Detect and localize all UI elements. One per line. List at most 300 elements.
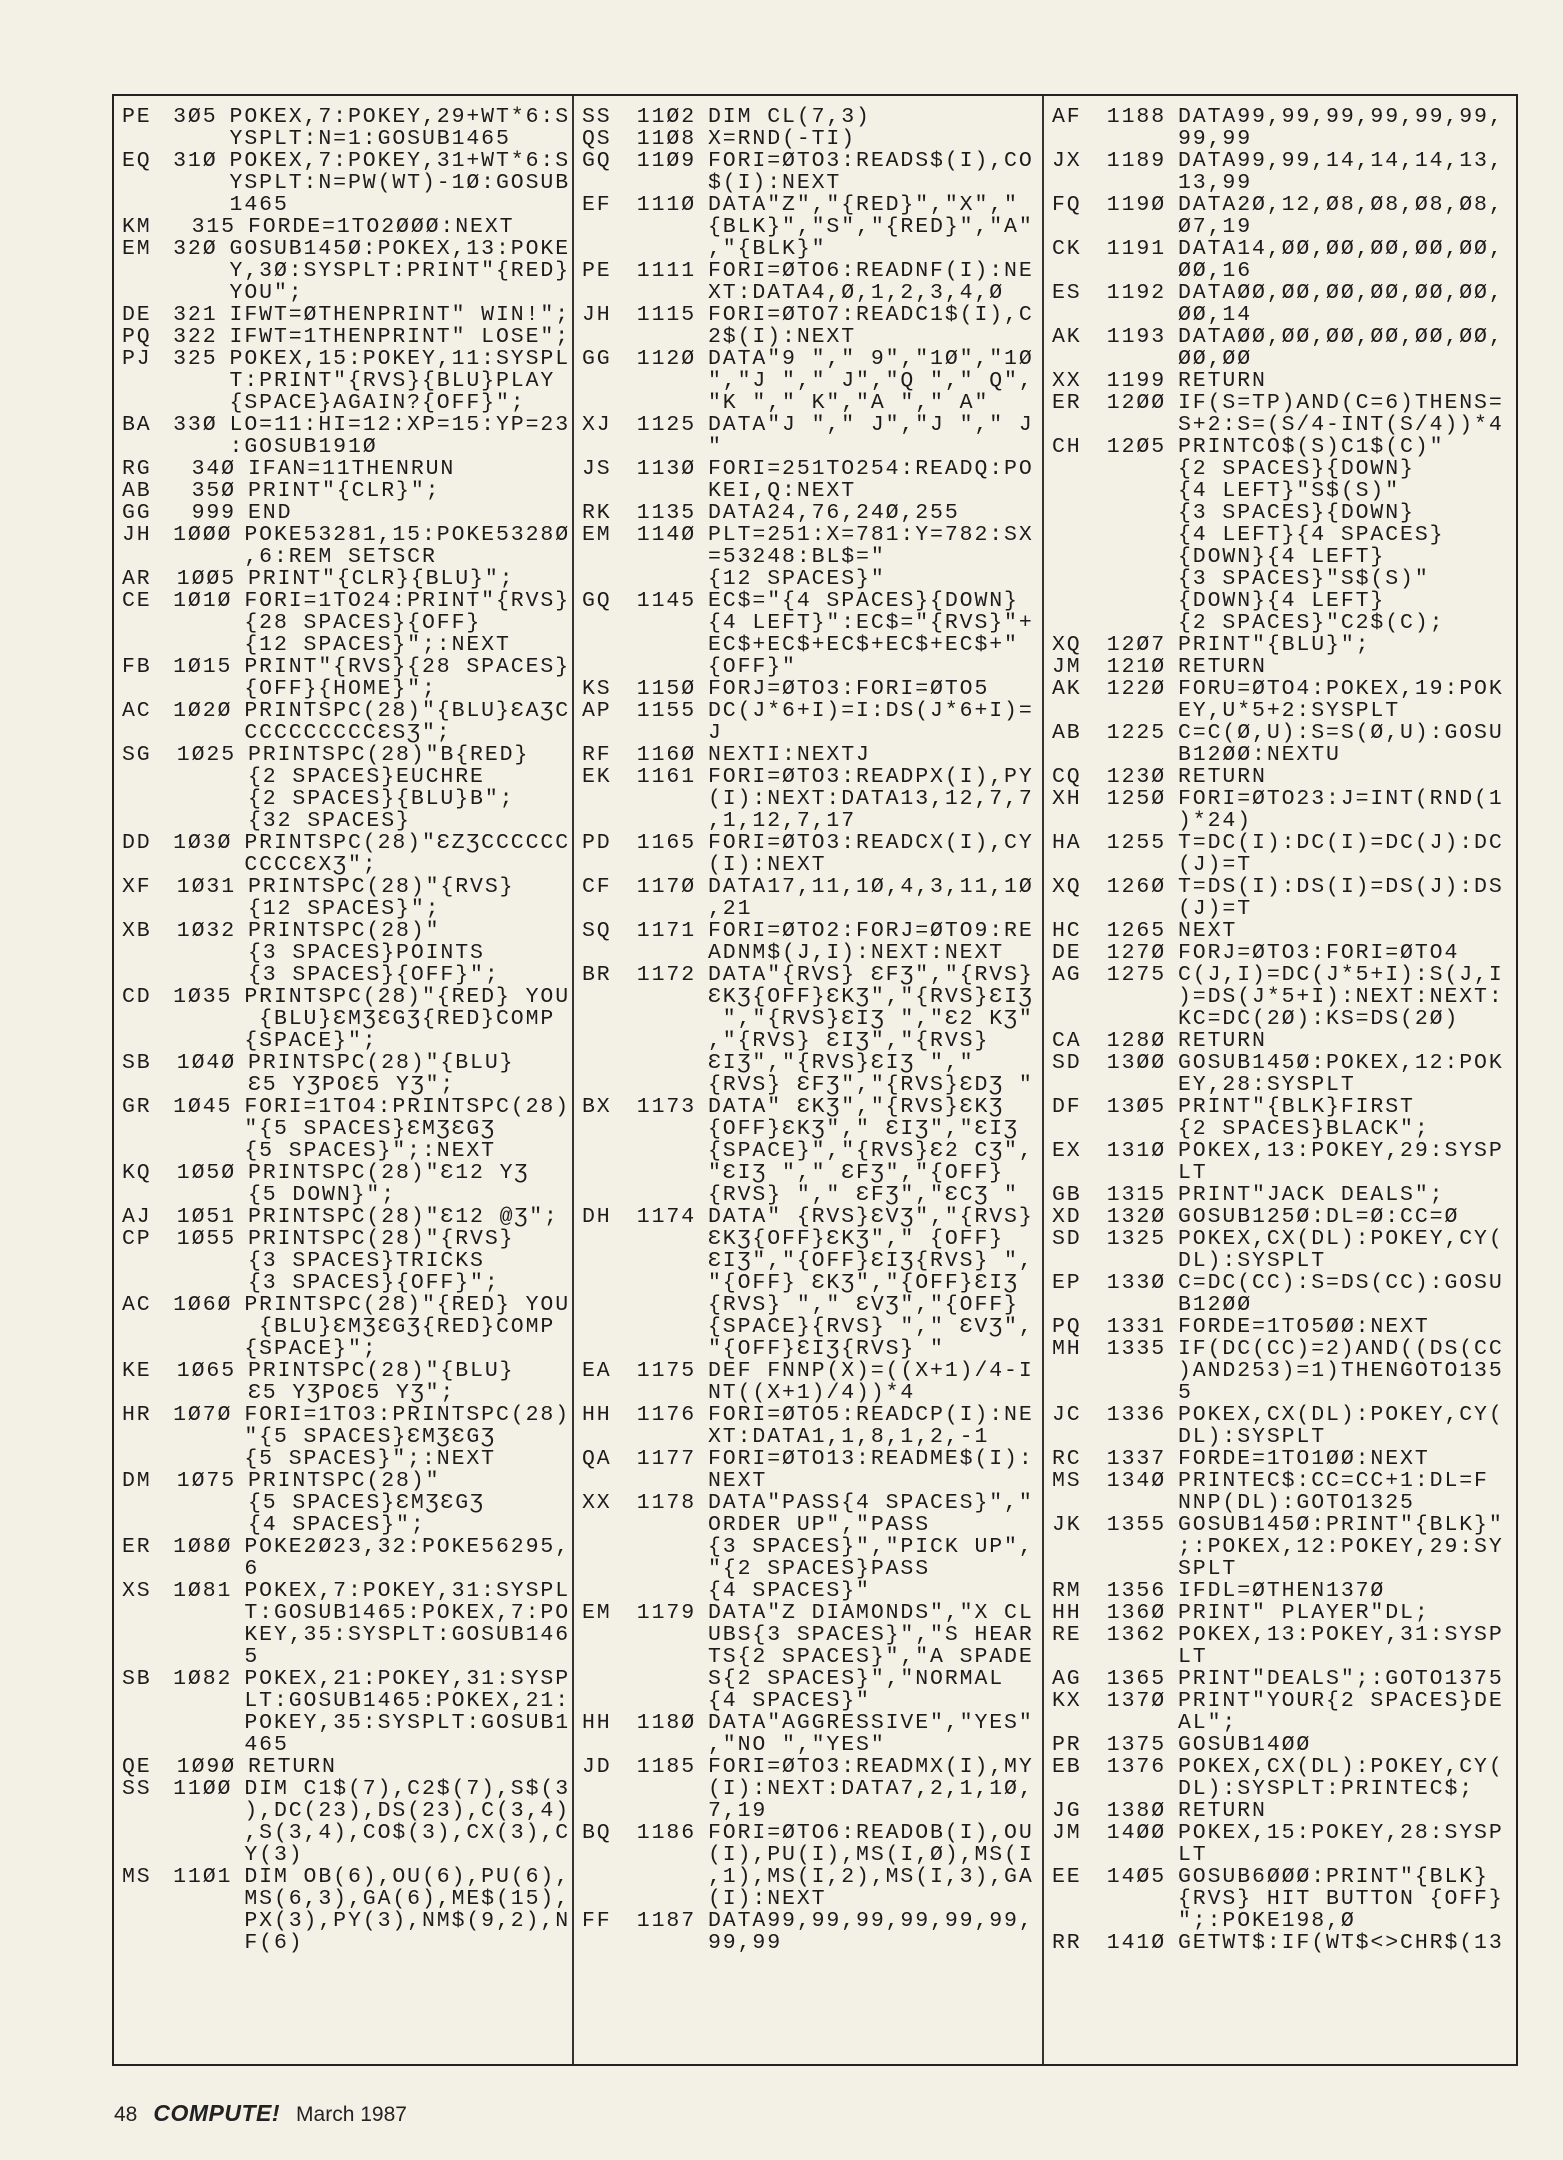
code-line: PRINTSPC(28)"{RVS} xyxy=(248,875,515,899)
code-line: PRINTSPC(28)"{RED} YOU xyxy=(244,1293,570,1317)
checksum: ER xyxy=(1052,391,1082,415)
code-line: (I):NEXT xyxy=(708,853,827,877)
line-number: 1375 xyxy=(1106,1733,1166,1757)
code-line: FORI=1TO4:PRINTSPC(28) xyxy=(244,1095,570,1119)
line-number: 11Ø1 xyxy=(173,1865,233,1889)
line-number: 13Ø5 xyxy=(1106,1095,1166,1119)
code-line: PRINTSPC(28)"{BLU} xyxy=(248,1051,515,1075)
code-line: 7,19 xyxy=(708,1799,768,1823)
code-text xyxy=(1178,392,1504,436)
code-text xyxy=(244,1294,570,1360)
code-line: POKEX,15:POKEY,11:SYSPL xyxy=(229,347,570,371)
code-text xyxy=(708,1822,1034,1910)
code-line: {3 SPACES}","PICK UP", xyxy=(708,1535,1034,1559)
code-line: PRINT"JACK DEALS"; xyxy=(1178,1183,1445,1207)
code-text xyxy=(1178,436,1444,634)
line-number: 1Ø75 xyxy=(176,1469,236,1493)
line-number: 1173 xyxy=(636,1095,696,1119)
listing-line xyxy=(114,590,570,656)
listing-line xyxy=(1044,832,1518,876)
code-line: FORI=1TO24:PRINT"{RVS} xyxy=(244,589,570,613)
code-line: POKEX,CX(DL):POKEY,CY( xyxy=(1178,1755,1504,1779)
code-line: (J)=T xyxy=(1178,853,1253,877)
code-line: S+2:S=(S/4-INT(S/4))*4 xyxy=(1178,413,1504,437)
listing-line xyxy=(114,1294,570,1360)
listing-line xyxy=(1044,876,1518,920)
line-number: 1355 xyxy=(1106,1513,1166,1537)
checksum: PQ xyxy=(1052,1315,1082,1339)
code-line: GETWT$:IF(WT$<>CHR$(13 xyxy=(1178,1931,1504,1955)
code-line: PRINT"{BLK}FIRST xyxy=(1178,1095,1415,1119)
line-number: 141Ø xyxy=(1106,1931,1166,1955)
checksum: HC xyxy=(1052,919,1082,943)
code-line: DL):SYSPLT:PRINTEC$; xyxy=(1178,1777,1475,1801)
line-number: 1176 xyxy=(636,1403,696,1427)
checksum: MH xyxy=(1052,1337,1082,1361)
listing-line xyxy=(1044,1228,1518,1272)
code-text xyxy=(1178,1602,1430,1624)
code-line: {SPACE}"; xyxy=(244,1029,378,1053)
code-text xyxy=(248,458,455,480)
code-line: DATA99,99,99,99,99,99, xyxy=(1178,105,1504,129)
code-line: EY,U*5+2:SYSPLT xyxy=(1178,699,1401,723)
code-text xyxy=(244,1096,570,1162)
listing-line xyxy=(574,964,1040,1096)
checksum: GR xyxy=(122,1095,152,1119)
code-line: ØØ,16 xyxy=(1178,259,1253,283)
listing-line xyxy=(1044,1690,1518,1734)
checksum: RR xyxy=(1052,1931,1082,1955)
code-line: {OFF}ƐKƷ"," ƐIƷ","ƐIƷ xyxy=(708,1117,1019,1141)
line-number: 1188 xyxy=(1106,105,1166,129)
line-number: 1337 xyxy=(1106,1447,1166,1471)
checksum: DF xyxy=(1052,1095,1082,1119)
checksum: XB xyxy=(122,919,152,943)
line-number: 12Ø5 xyxy=(1106,435,1166,459)
code-line: DIM C1$(7),C2$(7),S$(3 xyxy=(244,1777,570,1801)
checksum: BA xyxy=(122,413,152,437)
code-text xyxy=(244,1668,570,1756)
checksum: CK xyxy=(1052,237,1082,261)
line-number: 14Ø5 xyxy=(1106,1865,1166,1889)
line-number: 999 xyxy=(191,501,236,525)
code-line: DATA99,99,99,99,99,99, xyxy=(708,1909,1034,1933)
code-text xyxy=(1178,1756,1504,1800)
checksum: DD xyxy=(122,831,152,855)
code-line: IFDL=ØTHEN137Ø xyxy=(1178,1579,1386,1603)
listing-line xyxy=(1044,1580,1518,1602)
code-text xyxy=(1178,1734,1311,1756)
checksum: XX xyxy=(1052,369,1082,393)
code-line: UBS{3 SPACES}","S HEAR xyxy=(708,1623,1034,1647)
code-text xyxy=(708,260,1034,304)
checksum: JD xyxy=(582,1755,612,1779)
code-line: PRINTSPC(28)" xyxy=(248,919,441,943)
code-line: FORI=ØTO6:READOB(I),OU xyxy=(708,1821,1034,1845)
listing-line xyxy=(574,1206,1040,1360)
code-line: :GOSUB191Ø xyxy=(229,435,378,459)
line-number: 1161 xyxy=(636,765,696,789)
checksum: RM xyxy=(1052,1579,1082,1603)
line-number: 1336 xyxy=(1106,1403,1166,1427)
checksum: HR xyxy=(122,1403,152,1427)
code-line: PRINTSPC(28)"ƐZƷCCCCCC xyxy=(244,831,570,855)
code-line: DATA"AGGRESSIVE","YES" xyxy=(708,1711,1034,1735)
line-number: 1Ø2Ø xyxy=(173,699,233,723)
code-text xyxy=(1178,766,1267,788)
listing-line xyxy=(114,1580,570,1668)
checksum: EQ xyxy=(122,149,152,173)
code-line: PRINTSPC(28)"{RVS} xyxy=(248,1227,515,1251)
code-text xyxy=(708,1448,1034,1492)
line-number: 1335 xyxy=(1106,1337,1166,1361)
listing-line xyxy=(574,920,1040,964)
listing-line xyxy=(574,502,1040,524)
code-line: T:GOSUB1465:POKEX,7:PO xyxy=(244,1601,570,1625)
code-line: POKEX,21:POKEY,31:SYSP xyxy=(244,1667,570,1691)
code-text xyxy=(708,744,871,766)
code-line: {OFF}" xyxy=(708,655,797,679)
line-number: 1199 xyxy=(1106,369,1166,393)
code-line: DL):SYSPLT xyxy=(1178,1249,1327,1273)
code-text xyxy=(1178,1228,1504,1272)
code-line: FORDE=1TO2ØØØ:NEXT xyxy=(248,215,515,239)
code-line: SPLT xyxy=(1178,1557,1238,1581)
checksum: MS xyxy=(1052,1469,1082,1493)
checksum: GQ xyxy=(582,589,612,613)
checksum: EF xyxy=(582,193,612,217)
code-line: LO=11:HI=12:XP=15:YP=23 xyxy=(229,413,570,437)
code-line: (I),PU(I),MS(I,Ø),MS(I xyxy=(708,1843,1034,1867)
listing-line xyxy=(1044,1822,1518,1866)
line-number: 114Ø xyxy=(636,523,696,547)
listing-line xyxy=(114,986,570,1052)
code-line: Ɛ5 YƷPOƐ5 YƷ"; xyxy=(248,1073,456,1097)
listing-line xyxy=(574,414,1040,458)
line-number: 1ØØ5 xyxy=(176,567,236,591)
listing-line xyxy=(574,194,1040,260)
listing-line xyxy=(1044,1316,1518,1338)
code-line: DATA"J "," J","J "," J xyxy=(708,413,1034,437)
listing-line xyxy=(1044,788,1518,832)
listing-line xyxy=(574,150,1040,194)
code-line: KC=DC(2Ø):KS=DS(2Ø) xyxy=(1178,1007,1460,1031)
line-number: 35Ø xyxy=(191,479,236,503)
checksum: RE xyxy=(1052,1623,1082,1647)
issue-date: March 1987 xyxy=(296,2103,407,2126)
code-line: X=RND(-TI) xyxy=(708,127,857,151)
line-number: 1189 xyxy=(1106,149,1166,173)
code-text xyxy=(708,1712,1034,1756)
code-line: {4 SPACES}" xyxy=(708,1689,871,1713)
code-text xyxy=(1178,1800,1267,1822)
checksum: JM xyxy=(1052,1821,1082,1845)
code-line: {DOWN}{4 LEFT} xyxy=(1178,545,1386,569)
code-text xyxy=(1178,1932,1504,1954)
checksum: KX xyxy=(1052,1689,1082,1713)
code-line: ,1,12,7,17 xyxy=(708,809,857,833)
code-line: DATA2Ø,12,Ø8,Ø8,Ø8,Ø8, xyxy=(1178,193,1504,217)
line-number: 325 xyxy=(173,347,218,371)
code-text xyxy=(708,1492,1034,1602)
code-line: C(J,I)=DC(J*5+I):S(J,I xyxy=(1178,963,1504,987)
listing-line xyxy=(574,304,1040,348)
code-line: PRINTEC$:CC=CC+1:DL=F xyxy=(1178,1469,1489,1493)
code-text xyxy=(248,1360,514,1404)
code-text xyxy=(1178,1470,1489,1514)
code-line: DATA17,11,1Ø,4,3,11,1Ø xyxy=(708,875,1034,899)
code-line: T=DC(I):DC(I)=DC(J):DC xyxy=(1178,831,1504,855)
code-line: F(6) xyxy=(244,1931,304,1955)
code-text xyxy=(244,1404,570,1470)
checksum: XX xyxy=(582,1491,612,1515)
checksum: RC xyxy=(1052,1447,1082,1471)
code-text xyxy=(1178,832,1504,876)
code-line: FORI=ØTO6:READNF(I):NE xyxy=(708,259,1034,283)
code-text xyxy=(708,348,1034,414)
code-text xyxy=(248,1052,514,1096)
code-line: ";:POKE198,Ø xyxy=(1178,1909,1356,1933)
line-number: 1315 xyxy=(1106,1183,1166,1207)
line-number: 123Ø xyxy=(1106,765,1166,789)
code-line: DATA"PASS{4 SPACES}"," xyxy=(708,1491,1034,1515)
checksum: AF xyxy=(1052,105,1082,129)
listing-line xyxy=(114,1470,570,1536)
code-line: FORJ=ØTO3:FORI=ØTO5 xyxy=(708,677,990,701)
line-number: 134Ø xyxy=(1106,1469,1166,1493)
code-line: {12 SPACES}"; xyxy=(248,897,441,921)
line-number: 1172 xyxy=(636,963,696,987)
code-line: EC$+EC$+EC$+EC$+EC$+" xyxy=(708,633,1019,657)
line-number: 31Ø xyxy=(173,149,218,173)
line-number: 1Ø51 xyxy=(176,1205,236,1229)
code-line: {RVS} ƐFƷ","{RVS}ƐDƷ " xyxy=(708,1073,1034,1097)
checksum: CD xyxy=(122,985,152,1009)
listing-line xyxy=(574,1822,1040,1910)
program-listing-frame xyxy=(112,94,1518,2066)
code-line: 99,99 xyxy=(1178,127,1253,151)
listing-line xyxy=(114,304,570,326)
listing-line xyxy=(574,678,1040,700)
code-line: FORDE=1TO1ØØ:NEXT xyxy=(1178,1447,1430,1471)
code-line: NT((X+1)/4))*4 xyxy=(708,1381,916,1405)
line-number: 1255 xyxy=(1106,831,1166,855)
code-text xyxy=(1178,1514,1504,1580)
line-number: 1187 xyxy=(636,1909,696,1933)
checksum: AC xyxy=(122,1293,152,1317)
code-line: (I):NEXT xyxy=(708,1887,827,1911)
line-number: 1155 xyxy=(636,699,696,723)
code-line: LT xyxy=(1178,1843,1208,1867)
checksum: AB xyxy=(1052,721,1082,745)
code-line: POKEY,35:SYSPLT:GOSUB1 xyxy=(244,1711,570,1735)
code-line: POKE53281,15:POKE5328Ø xyxy=(244,523,570,547)
checksum: FQ xyxy=(1052,193,1082,217)
code-line: "ƐIƷ "," ƐFƷ","{OFF} xyxy=(708,1161,1005,1185)
code-text xyxy=(244,700,570,744)
code-text xyxy=(244,832,570,876)
code-line: DATA" {RVS}ƐVƷ","{RVS} xyxy=(708,1205,1034,1229)
code-line: {SPACE}{RVS} "," ƐVƷ", xyxy=(708,1315,1034,1339)
line-number: 136Ø xyxy=(1106,1601,1166,1625)
code-line: )=DS(J*5+I):NEXT:NEXT: xyxy=(1178,985,1504,1009)
checksum: JC xyxy=(1052,1403,1082,1427)
code-line: $(I):NEXT xyxy=(708,171,842,195)
line-number: 12Ø7 xyxy=(1106,633,1166,657)
line-number: 1Ø3Ø xyxy=(173,831,233,855)
line-number: 1331 xyxy=(1106,1315,1166,1339)
code-text xyxy=(1178,1338,1504,1404)
code-line: DIM OB(6),OU(6),PU(6), xyxy=(244,1865,570,1889)
checksum: JK xyxy=(1052,1513,1082,1537)
listing-line xyxy=(114,1404,570,1470)
code-line: 99,99 xyxy=(708,1931,783,1955)
line-number: 126Ø xyxy=(1106,875,1166,899)
code-text xyxy=(1178,1668,1504,1690)
code-line: ,1),MS(I,2),MS(I,3),GA xyxy=(708,1865,1034,1889)
checksum: XS xyxy=(122,1579,152,1603)
code-text xyxy=(244,1580,570,1668)
listing-line xyxy=(1044,1448,1518,1470)
listing-line xyxy=(114,1756,570,1778)
listing-line xyxy=(1044,1184,1518,1206)
code-text xyxy=(248,216,514,238)
code-text xyxy=(244,986,570,1052)
code-text xyxy=(708,150,1034,194)
code-line: ,S(3,4),CO$(3),CX(3),C xyxy=(244,1821,570,1845)
listing-line xyxy=(574,1712,1040,1756)
code-line: ƐKƷ{OFF}ƐKƷ"," {OFF} xyxy=(708,1227,1005,1251)
code-text xyxy=(248,1206,559,1228)
code-text xyxy=(708,590,1034,678)
code-text xyxy=(1178,1096,1430,1140)
checksum: XF xyxy=(122,875,152,899)
checksum: AG xyxy=(1052,963,1082,987)
code-text xyxy=(708,524,1034,590)
listing-line xyxy=(574,590,1040,678)
code-line: YSPLT:N=1:GOSUB1465 xyxy=(229,127,511,151)
code-line: {4 LEFT}"S$(S)" xyxy=(1178,479,1401,503)
code-line: PRINT"YOUR{2 SPACES}DE xyxy=(1178,1689,1504,1713)
code-line: FORI=ØTO7:READC1$(I),C xyxy=(708,303,1034,327)
line-number: 1Ø55 xyxy=(176,1227,236,1251)
listing-line xyxy=(574,1448,1040,1492)
listing-line xyxy=(114,414,570,458)
code-line: 5 xyxy=(1178,1381,1193,1405)
code-text xyxy=(708,194,1034,260)
listing-line xyxy=(1044,1206,1518,1228)
checksum: JH xyxy=(122,523,152,547)
code-text xyxy=(1178,1140,1504,1184)
code-line: KEI,Q:NEXT xyxy=(708,479,857,503)
checksum: SQ xyxy=(582,919,612,943)
code-line: S{2 SPACES}","NORMAL xyxy=(708,1667,1005,1691)
listing-line xyxy=(574,700,1040,744)
listing-line xyxy=(1044,1624,1518,1668)
code-text xyxy=(708,1404,1034,1448)
line-number: 321 xyxy=(173,303,218,327)
listing-line xyxy=(1044,678,1518,722)
code-line: DATAØØ,ØØ,ØØ,ØØ,ØØ,ØØ, xyxy=(1178,325,1504,349)
code-text xyxy=(1178,964,1504,1030)
code-line: {BLU}ƐMƷƐGƷ{RED}COMP xyxy=(244,1315,556,1339)
checksum: AB xyxy=(122,479,152,503)
code-line: RETURN xyxy=(1178,1029,1267,1053)
code-line: EY,28:SYSPLT xyxy=(1178,1073,1356,1097)
line-number: 1193 xyxy=(1106,325,1166,349)
line-number: 1Ø81 xyxy=(173,1579,233,1603)
line-number: 121Ø xyxy=(1106,655,1166,679)
line-number: 1145 xyxy=(636,589,696,613)
code-text xyxy=(708,700,1034,744)
line-number: 122Ø xyxy=(1106,677,1166,701)
line-number: 1Ø8Ø xyxy=(173,1535,233,1559)
code-line: C=C(Ø,U):S=S(Ø,U):GOSU xyxy=(1178,721,1504,745)
code-line: {5 SPACES}";:NEXT xyxy=(244,1139,496,1163)
line-number: 1Ø31 xyxy=(176,875,236,899)
code-line: ,"NO ","YES" xyxy=(708,1733,886,1757)
code-line: FORI=ØTO5:READCP(I):NE xyxy=(708,1403,1034,1427)
line-number: 1Ø25 xyxy=(176,743,236,767)
code-line: =53248:BL$=" xyxy=(708,545,886,569)
checksum: DE xyxy=(1052,941,1082,965)
checksum: AK xyxy=(1052,325,1082,349)
line-number: 1115 xyxy=(636,303,696,327)
checksum: XH xyxy=(1052,787,1082,811)
code-line: 465 xyxy=(244,1733,289,1757)
line-number: 131Ø xyxy=(1106,1139,1166,1163)
listing-line xyxy=(114,216,570,238)
line-number: 1365 xyxy=(1106,1667,1166,1691)
code-line: GOSUB125Ø:DL=Ø:CC=Ø xyxy=(1178,1205,1460,1229)
checksum: ES xyxy=(1052,281,1082,305)
code-line: FORI=ØTO3:READMX(I),MY xyxy=(708,1755,1034,1779)
line-number: 133Ø xyxy=(1106,1271,1166,1295)
code-line: {4 LEFT}{4 SPACES} xyxy=(1178,523,1445,547)
code-line: "{5 SPACES}ƐMƷƐGƷ xyxy=(244,1425,496,1449)
code-line: DATA24,76,24Ø,255 xyxy=(708,501,960,525)
line-number: 1185 xyxy=(636,1755,696,1779)
code-text xyxy=(1178,678,1504,722)
line-number: 1Ø6Ø xyxy=(173,1293,233,1317)
line-number: 1191 xyxy=(1106,237,1166,261)
listing-line xyxy=(574,260,1040,304)
listing-line xyxy=(114,1206,570,1228)
listing-line xyxy=(1044,392,1518,436)
line-number: 1125 xyxy=(636,413,696,437)
code-text xyxy=(708,832,1034,876)
code-line: FORI=ØTO3:READS$(I),CO xyxy=(708,149,1034,173)
code-line: "{OFF} ƐKƷ","{OFF}ƐIƷ xyxy=(708,1271,1019,1295)
listing-line xyxy=(114,326,570,348)
code-line: {OFF}{HOME}"; xyxy=(244,677,437,701)
listing-line xyxy=(1044,1030,1518,1052)
checksum: HH xyxy=(582,1711,612,1735)
line-number: 116Ø xyxy=(636,743,696,767)
code-text xyxy=(708,106,871,128)
line-number: 32Ø xyxy=(173,237,218,261)
checksum: PQ xyxy=(122,325,152,349)
line-number: 1175 xyxy=(636,1359,696,1383)
code-text xyxy=(1178,1184,1444,1206)
listing-line xyxy=(114,502,570,524)
line-number: 1192 xyxy=(1106,281,1166,305)
code-line: {5 DOWN}"; xyxy=(248,1183,397,1207)
line-number: 117Ø xyxy=(636,875,696,899)
checksum: AK xyxy=(1052,677,1082,701)
code-line: {3 SPACES}{DOWN} xyxy=(1178,501,1415,525)
line-number: 1165 xyxy=(636,831,696,855)
